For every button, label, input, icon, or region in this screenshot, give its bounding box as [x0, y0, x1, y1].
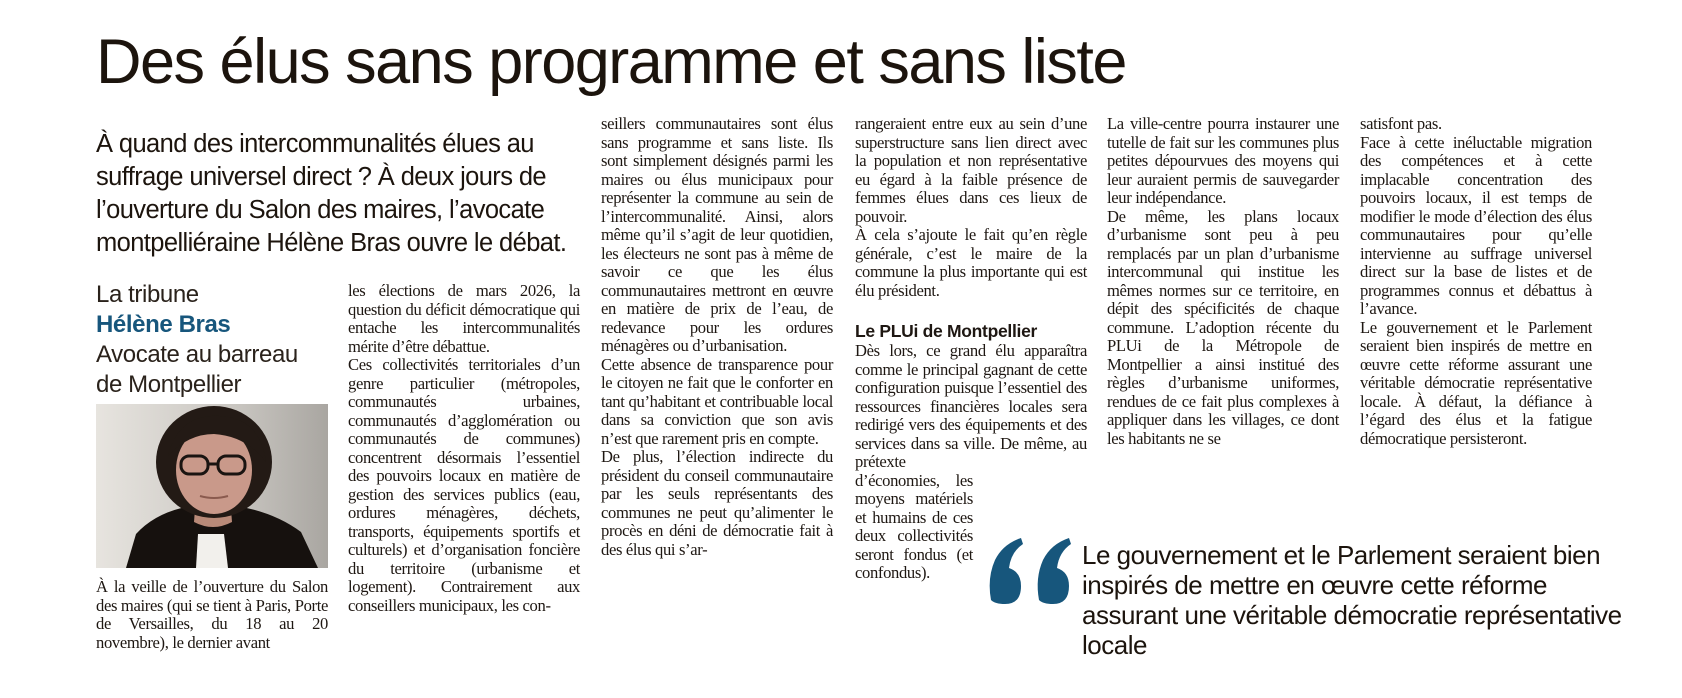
column-4: [855, 115, 1087, 583]
paragraph: De plus, l’élection indirecte du président du conseil communautaire par les seuls représentants des communes ne peut qu’alimenter le procès en déni de démocratie fait à des élus qui s’ar-: [601, 447, 833, 559]
subheading: Le PLUi de Montpellier: [855, 321, 1038, 341]
column-3: [601, 115, 833, 559]
paragraph: Dès lors, ce grand élu apparaîtra comme le principal gagnant de cette configuration puisque l’essentiel des ressources financières locales sera redirigé vers des équipements et des services dans sa ville. De même, au prétexte: [855, 341, 1087, 471]
paragraph: À la veille de l’ouverture du Salon des maires (qui se tient à Paris, Porte de Versailles, du 18 au 20 novembre), le dernier avant: [96, 577, 328, 652]
paragraph: d’économies, les moyens matériels et humains de ces deux collectivités seront fondus (et confondus).: [855, 470, 973, 582]
column-6: [1360, 115, 1592, 448]
paragraph: Face à cette inéluctable migration des compétences et à cette implacable concentration des pouvoirs locaux, il est temps de modifier le mode d’élection des élus communautaires pour qu’elle intervienne au suffrage universel direct sur la base de listes et de programmes connus et débattus à l’avance.: [1360, 132, 1592, 318]
pullquote: Le gouvernement et le Parlement seraient bien inspirés de mettre en œuvre cette réforme assurant une véritable démocratie représentative locale: [1082, 540, 1622, 660]
byline-author: Hélène Bras: [96, 311, 231, 338]
paragraph: rangeraient entre eux au sein d’une superstructure sans lien direct avec la population et non représentative eu égard à la faible présence de femmes élues dans ces lieux de pouvoir.: [855, 114, 1087, 226]
paragraph: Ces collectivités territoriales d’un genre particulier (métropoles, communautés urbaines, communautés d’agglomération ou communautés de communes) concentrent désormais l’essentiel des pouvoirs locaux en matière de gestion des services publics (eau, ordures ménagères, déchets, transports, équipements sportifs et culturels) et d’organisation foncière du territoire (urbanisme et logement). Contrairement aux conseillers municipaux, les con-: [348, 355, 580, 615]
paragraph: La ville-centre pourra instaurer une tutelle de fait sur les communes plus petites dépourvues des moyens qui leur auraient permis de sauvegarder leur indépendance.: [1107, 114, 1339, 207]
column-2: [348, 282, 580, 615]
column-1: [96, 578, 328, 652]
paragraph: satisfont pas.: [1360, 114, 1442, 133]
lede: À quand des intercommunalités élues au suffrage universel direct ? À deux jours de l’ouverture du Salon des maires, l’avocate montpelliéraine Hélène Bras ouvre le débat.: [96, 130, 567, 257]
quotation-mark-icon: [985, 538, 1075, 611]
byline-rubric: La tribune: [96, 281, 199, 308]
headline: Des élus sans programme et sans liste: [96, 27, 1126, 97]
paragraph: À cela s’ajoute le fait qu’en règle générale, c’est le maire de la commune la plus importante qui est élu président.: [855, 225, 1087, 300]
paragraph: Le gouvernement et le Parlement seraient bien inspirés de mettre en œuvre cette réforme assurant une véritable démocratie représentative locale. À défaut, la défiance à l’égard des élus et la fatigue démocratique persisteront.: [1360, 317, 1592, 448]
paragraph: les élections de mars 2026, la question du déficit démocratique qui entache les intercommunalités mérite d’être débattue.: [348, 281, 580, 356]
column-5: [1107, 115, 1339, 448]
paragraph: seillers communautaires sont élus sans programme et sans liste. Ils sont simplement désignés parmi les maires ou élus municipaux pour représenter la commune au sein de l’intercommunalité. Ainsi, alors même qu’il s’agit de leur quotidien, les électeurs ne sont pas à même de savoir ce que les élus communautaires mettront en œuvre en matière de prix de l’eau, de redevance pour les ordures ménagères ou d’urbanisation.: [601, 114, 833, 355]
paragraph: Cette absence de transparence pour le citoyen ne fait que le conforter en tant qu’habitant et contribuable local dans sa conviction que son avis n’est que rarement pris en compte.: [601, 354, 833, 448]
byline: [96, 280, 336, 400]
byline-role-line1: Avocate au barreau: [96, 341, 298, 368]
paragraph: De même, les plans locaux d’urbanisme sont peu à peu remplacés par un plan d’urbanisme intercommunal qui institue les mêmes normes sur ce territoire, en dépit des spécificités de chaque commune. L’adoption récente du PLUi de la Métropole de Montpellier a ainsi institué des règles d’urbanisme uniformes, rendues de ce fait plus complexes à appliquer dans les villages, ce dont les habitants ne se: [1107, 206, 1339, 448]
portrait-photo-icon: [96, 404, 328, 568]
byline-role-line2: de Montpellier: [96, 371, 242, 398]
